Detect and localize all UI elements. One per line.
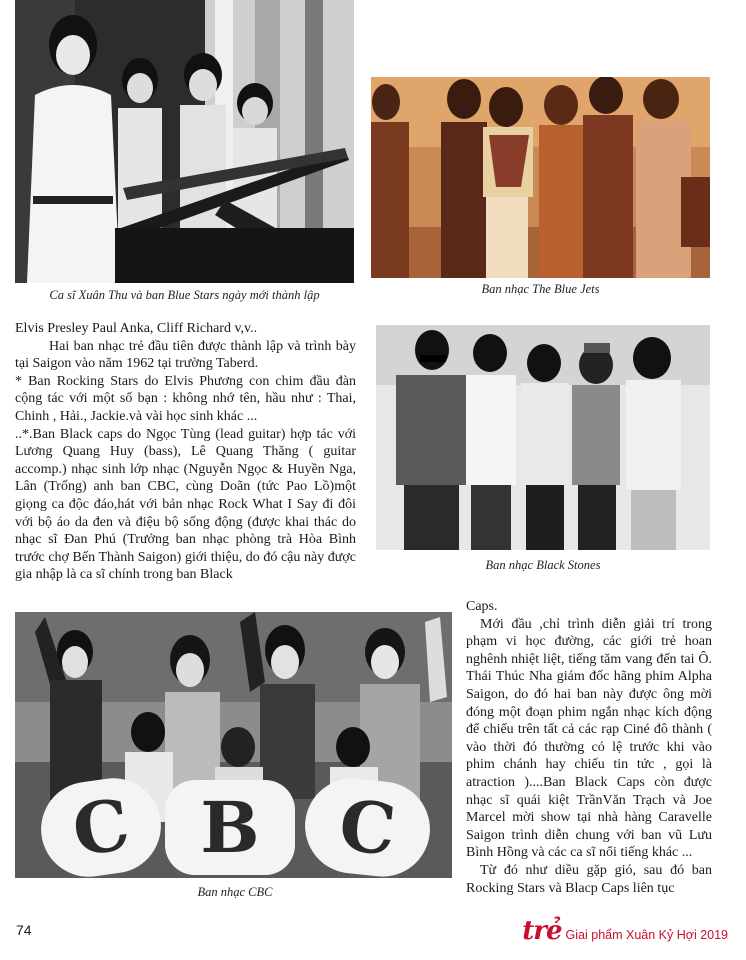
cbc-letter-2: B [165,780,295,875]
issue-title: Giai phẩm Xuân Kỷ Hợi 2019 [565,928,728,942]
magazine-logo: trẻ [522,916,562,946]
paragraph: Elvis Presley Paul Anka, Cliff Richard v,v.. [15,321,258,336]
footer-masthead [522,916,728,946]
paragraph: Mới đầu ,chỉ trình diễn giải trí trong phạm vi học đường, các giới trẻ hoan nghênh nhiệt liệt, tiếng tăm vang đến tai Ô. Thái Thúc Nha giám đốc hãng phim Alpha Saigon, do đó hai ban này được ông mời đóng một đoạn phim ngắn nhạc kích động để chiếu trên tất cả các rạp Ciné đô thành ( vào thời đó thường có lệ trước khi vào phim chánh hay chiếu tin tức , gọi là atraction )....Ban Black Caps còn được nhạc sĩ quái kiệt TrầnVăn Trạch và Joe Marcel mời show tại nhà hàng Caravelle Saigon trình diễn chung với ban vũ Lưu Bình Hồng và các ca sĩ nổi tiếng khác ... [466,616,712,861]
cbc-letter-3: C [300,774,434,878]
photo-blue-jets [371,77,710,278]
cbc-letter-1: C [35,772,167,878]
photo-cbc [15,612,452,878]
photo-blue-stars [15,0,354,283]
paragraph: ..*.Ban Black caps do Ngọc Tùng (lead guitar) hợp tác với Lương Quang Huy (bass), Lê Quang Thăng ( guitar accomp.) nhạc sinh lớp nhạc (Nguyễn Ngọc & Huyền Nga, Lân (Trống) anh ban CBC, cùng Doãn (tức Pao Lồ)một giọng ca độc đáo,hát với bản nhạc Rock What I Say đi đôi với bộ áo da đen và điệu bộ sống động (được khai thác do nhạc sĩ Đan Phú (Trưởng ban nhạc phòng trà Hòa Bình trước chợ Bến Thành Saigon) giới thiệu, do đó cậu này được gia nhập là ca sĩ chính trong ban Black [15,426,356,583]
page-number: 74 [16,922,32,938]
article-column-1 [15,320,356,584]
caption-cbc: Ban nhạc CBC [197,885,273,899]
cbc-sign [15,780,452,878]
photo-black-stones [376,325,710,550]
caption-blue-stars: Ca sĩ Xuân Thu và ban Blue Stars ngày mới thành lập [49,288,320,302]
article-column-2 [466,598,712,897]
paragraph: Từ đó như diều gặp gió, sau đó ban Rocking Stars và Blacp Caps liên tục [466,862,712,896]
paragraph: * Ban Rocking Stars do Elvis Phương con chim đầu đàn cộng tác với một số bạn : không nhớ tên, hầu như : Thai, Chinh , Hải., Jackie.và vài học sinh khác ... [15,373,356,424]
paragraph: Hai ban nhạc trẻ đầu tiên được thành lập và trình bày tại Saigon vào năm 1962 tại trường Taberd. [15,338,356,372]
paragraph: Caps. [466,599,498,614]
caption-blue-jets: Ban nhạc The Blue Jets [481,282,600,296]
caption-black-stones: Ban nhạc Black Stones [485,558,601,572]
